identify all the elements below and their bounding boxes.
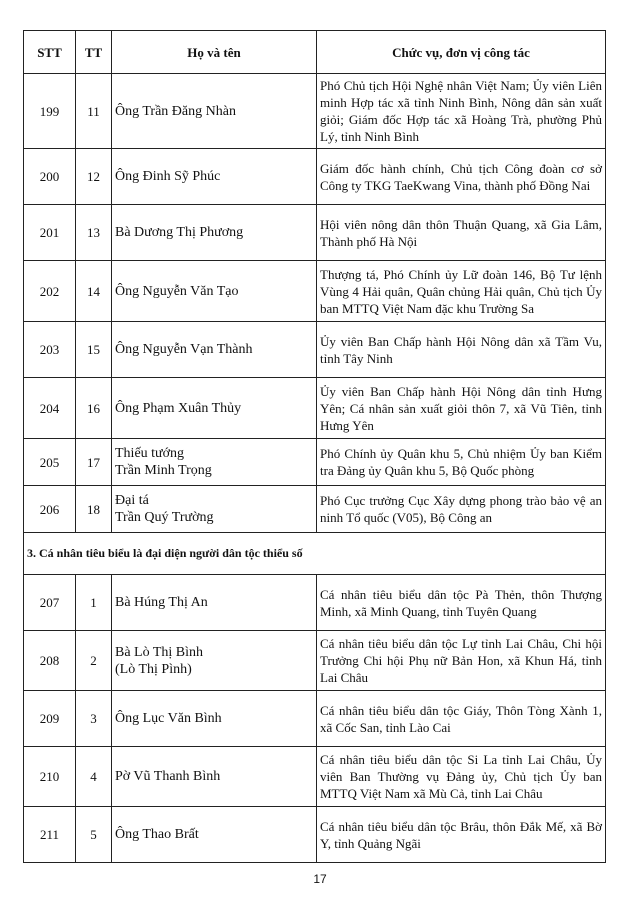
row-tt: 11 xyxy=(76,74,112,149)
row-tt: 4 xyxy=(76,747,112,807)
honors-table xyxy=(23,30,606,863)
row-role: Cá nhân tiêu biểu dân tộc Pà Thẻn, thôn Thượng Minh, xã Minh Quang, tỉnh Tuyên Quang xyxy=(317,575,606,631)
row-tt: 5 xyxy=(76,807,112,863)
row-role: Giám đốc hành chính, Chủ tịch Công đoàn cơ sở Công ty TKG TaeKwang Vina, thành phố Đồng Nai xyxy=(317,149,606,205)
table-row xyxy=(24,261,606,322)
header-name: Họ và tên xyxy=(112,31,317,74)
row-tt: 3 xyxy=(76,691,112,747)
row-stt: 205 xyxy=(24,439,76,486)
row-tt: 14 xyxy=(76,261,112,322)
row-stt: 203 xyxy=(24,322,76,378)
table-row xyxy=(24,631,606,691)
row-role: Phó Chính ủy Quân khu 5, Chủ nhiệm Ủy ban Kiểm tra Đảng ủy Quân khu 5, Bộ Quốc phòng xyxy=(317,439,606,486)
row-role: Phó Cục trưởng Cục Xây dựng phong trào bảo vệ an ninh Tổ quốc (V05), Bộ Công an xyxy=(317,486,606,533)
row-role: Cá nhân tiêu biểu dân tộc Brâu, thôn Đắk Mế, xã Bờ Y, tỉnh Quảng Ngãi xyxy=(317,807,606,863)
row-name: Pờ Vũ Thanh Bình xyxy=(112,747,317,807)
table-row xyxy=(24,691,606,747)
table-row xyxy=(24,439,606,486)
row-name: Ông Nguyễn Văn Tạo xyxy=(112,261,317,322)
row-stt: 207 xyxy=(24,575,76,631)
page-number: 17 xyxy=(313,872,327,886)
table-header-row xyxy=(24,31,606,74)
row-stt: 199 xyxy=(24,74,76,149)
row-role: Cá nhân tiêu biểu dân tộc Si La tỉnh Lai Châu, Ủy viên Ban Thường vụ Đảng ủy, Chủ tịch Ủy ban MTTQ Việt Nam xã Mù Cả, tỉnh Lai Châu xyxy=(317,747,606,807)
row-name: Bà Húng Thị An xyxy=(112,575,317,631)
row-name: Ông Đinh Sỹ Phúc xyxy=(112,149,317,205)
row-role: Cá nhân tiêu biểu dân tộc Giáy, Thôn Tòng Xành 1, xã Cốc San, tỉnh Lào Cai xyxy=(317,691,606,747)
row-name: Bà Dương Thị Phương xyxy=(112,205,317,261)
row-stt: 209 xyxy=(24,691,76,747)
row-name: Ông Phạm Xuân Thủy xyxy=(112,378,317,439)
row-stt: 200 xyxy=(24,149,76,205)
table-row xyxy=(24,747,606,807)
row-tt: 12 xyxy=(76,149,112,205)
table-row xyxy=(24,74,606,149)
table-row xyxy=(24,378,606,439)
row-role: Ủy viên Ban Chấp hành Hội Nông dân xã Tầm Vu, tỉnh Tây Ninh xyxy=(317,322,606,378)
row-role: Ủy viên Ban Chấp hành Hội Nông dân tỉnh Hưng Yên; Cá nhân sản xuất giỏi thôn 7, xã Vũ Tiên, tỉnh Hưng Yên xyxy=(317,378,606,439)
table-row xyxy=(24,149,606,205)
row-stt: 204 xyxy=(24,378,76,439)
row-name-line2: (Lò Thị Pình) xyxy=(115,661,192,677)
row-role: Hội viên nông dân thôn Thuận Quang, xã Gia Lâm, Thành phố Hà Nội xyxy=(317,205,606,261)
row-role: Cá nhân tiêu biểu dân tộc Lự tỉnh Lai Châu, Chi hội Trưởng Chi hội Phụ nữ Bản Hon, xã Khun Há, tỉnh Lai Châu xyxy=(317,631,606,691)
row-name xyxy=(112,486,317,533)
row-tt: 17 xyxy=(76,439,112,486)
table-row xyxy=(24,205,606,261)
row-stt: 201 xyxy=(24,205,76,261)
row-stt: 202 xyxy=(24,261,76,322)
row-name: Ông Trần Đăng Nhàn xyxy=(112,74,317,149)
row-name-line2: Trần Minh Trọng xyxy=(115,463,212,478)
header-stt: STT xyxy=(24,31,76,74)
section-row xyxy=(24,533,606,575)
row-role: Thượng tá, Phó Chính ủy Lữ đoàn 146, Bộ Tư lệnh Vùng 4 Hải quân, Quân chủng Hải quân, Chủ tịch Ủy ban MTTQ Việt Nam đặc khu Trường Sa xyxy=(317,261,606,322)
row-name xyxy=(112,631,317,691)
table-row xyxy=(24,486,606,533)
row-tt: 13 xyxy=(76,205,112,261)
row-role: Phó Chủ tịch Hội Nghệ nhân Việt Nam; Ủy viên Liên minh Hợp tác xã tỉnh Ninh Bình, Nông dân sản xuất giỏi; Giám đốc Hợp tác xã Hoàng Trà, phường Phủ Lý, tỉnh Ninh Bình xyxy=(317,74,606,149)
header-role: Chức vụ, đơn vị công tác xyxy=(317,31,606,74)
row-name-line1: Đại tá xyxy=(115,493,149,508)
table-row xyxy=(24,807,606,863)
row-stt: 211 xyxy=(24,807,76,863)
row-name-line1: Thiếu tướng xyxy=(115,446,185,461)
row-tt: 16 xyxy=(76,378,112,439)
row-name-line2: Trần Quý Trường xyxy=(115,510,214,525)
row-name-line1: Bà Lò Thị Bình xyxy=(115,644,204,660)
row-name: Ông Nguyễn Vạn Thành xyxy=(112,322,317,378)
row-tt: 1 xyxy=(76,575,112,631)
row-tt: 18 xyxy=(76,486,112,533)
row-stt: 210 xyxy=(24,747,76,807)
row-name xyxy=(112,439,317,486)
row-tt: 2 xyxy=(76,631,112,691)
row-stt: 208 xyxy=(24,631,76,691)
row-stt: 206 xyxy=(24,486,76,533)
section-title: 3. Cá nhân tiêu biểu là đại diện người dân tộc thiểu số xyxy=(24,533,606,575)
table-row xyxy=(24,322,606,378)
table-row xyxy=(24,575,606,631)
header-tt: TT xyxy=(76,31,112,74)
row-tt: 15 xyxy=(76,322,112,378)
row-name: Ông Lục Văn Bình xyxy=(112,691,317,747)
row-name: Ông Thao Brất xyxy=(112,807,317,863)
